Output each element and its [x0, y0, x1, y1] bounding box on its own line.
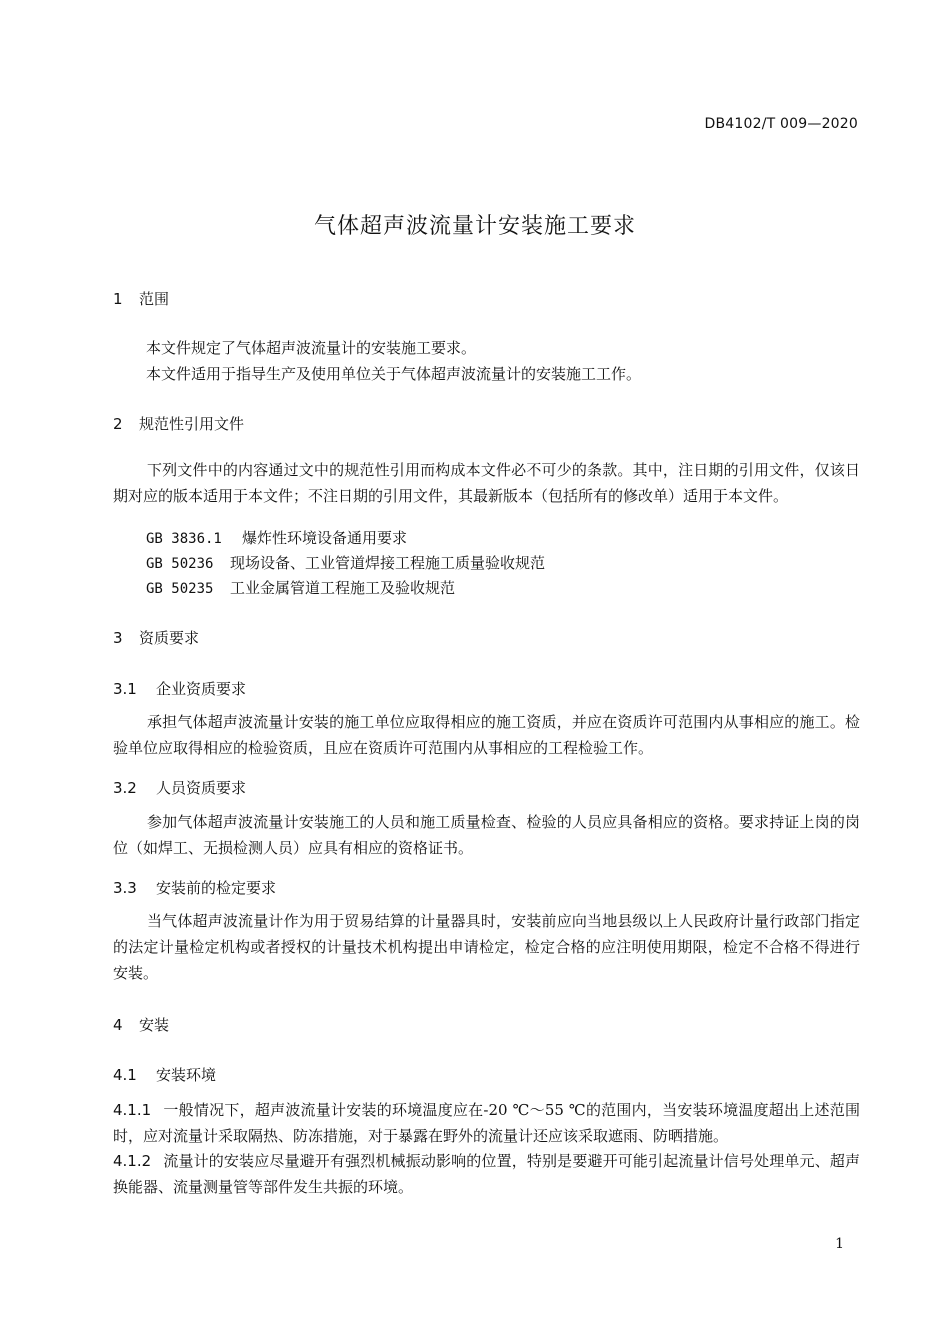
- clause-number: 4.1.2: [113, 1152, 152, 1170]
- reference-code: GB 50236: [146, 556, 214, 572]
- subsection-title: 安装前的检定要求: [156, 879, 277, 897]
- scope-paragraph-1: 本文件规定了气体超声波流量计的安装施工要求。: [146, 339, 477, 357]
- subsection-3-1-text: 承担气体超声波流量计安装的施工单位应取得相应的施工资质，并应在资质许可范围内从事相应的施工。检验单位应取得相应的检验资质，且应在资质许可范围内从事相应的工程检验工作。: [113, 713, 860, 757]
- reference-name: 工业金属管道工程施工及验收规范: [230, 579, 456, 597]
- subsection-3-3-heading: [113, 877, 276, 898]
- reference-code: GB 50235: [146, 581, 214, 597]
- subsection-title: 人员资质要求: [156, 779, 247, 797]
- clause-4-1-2: [113, 1148, 860, 1200]
- subsection-number: 4.1: [113, 1066, 137, 1084]
- page-number: 1: [835, 1236, 844, 1252]
- section-1-heading: [113, 288, 169, 309]
- reference-code: GB 3836.1: [146, 531, 222, 547]
- reference-name: 现场设备、工业管道焊接工程施工质量验收规范: [230, 554, 546, 572]
- subsection-3-3-text: 当气体超声波流量计作为用于贸易结算的计量器具时，安装前应向当地县级以上人民政府计量行政部门指定的法定计量检定机构或者授权的计量技术机构提出申请检定，检定合格的应注明使用期限，检定不合格不得进行安装。: [113, 912, 860, 982]
- subsection-title: 企业资质要求: [156, 680, 247, 698]
- section-number: 3: [113, 629, 123, 647]
- subsection-3-1-heading: [113, 678, 246, 699]
- reference-item: [146, 552, 545, 573]
- section-title: 范围: [139, 290, 170, 308]
- section-number: 4: [113, 1016, 123, 1034]
- subsection-4-1-heading: [113, 1064, 216, 1085]
- subsection-number: 3.2: [113, 779, 137, 797]
- subsection-number: 3.1: [113, 680, 137, 698]
- subsection-3-2-text: 参加气体超声波流量计安装施工的人员和施工质量检查、检验的人员应具备相应的资格。要求持证上岗的岗位（如焊工、无损检测人员）应具有相应的资格证书。: [113, 813, 860, 857]
- reference-item: [146, 577, 455, 598]
- document-title: 气体超声波流量计安装施工要求: [313, 214, 636, 239]
- section-3-heading: [113, 627, 199, 648]
- standard-code: DB4102/T 009—2020: [704, 116, 858, 132]
- clause-text: 流量计的安装应尽量避开有强烈机械振动影响的位置，特别是要避开可能引起流量计信号处理单元、超声换能器、流量测量管等部件发生共振的环境。: [113, 1152, 860, 1196]
- subsection-number: 3.3: [113, 879, 137, 897]
- subsection-3-2-heading: [113, 777, 246, 798]
- scope-paragraph-2: 本文件适用于指导生产及使用单位关于气体超声波流量计的安装施工工作。: [146, 365, 642, 383]
- clause-number: 4.1.1: [113, 1101, 152, 1119]
- section-4-heading: [113, 1014, 169, 1035]
- subsection-title: 安装环境: [156, 1066, 217, 1084]
- reference-name: 爆炸性环境设备通用要求: [242, 529, 408, 547]
- section-title: 规范性引用文件: [139, 415, 245, 433]
- section-title: 资质要求: [139, 629, 200, 647]
- section-number: 1: [113, 290, 123, 308]
- reference-item: [146, 527, 407, 548]
- normative-references-intro: 下列文件中的内容通过文中的规范性引用而构成本文件必不可少的条款。其中，注日期的引用文件，仅该日期对应的版本适用于本文件；不注日期的引用文件，其最新版本（包括所有的修改单）适用于本文件。: [113, 461, 860, 505]
- section-title: 安装: [139, 1016, 170, 1034]
- clause-4-1-1: [113, 1097, 860, 1149]
- section-2-heading: [113, 413, 244, 434]
- section-number: 2: [113, 415, 123, 433]
- clause-text: 一般情况下，超声波流量计安装的环境温度应在-20 ℃～55 ℃的范围内，当安装环境温度超出上述范围时，应对流量计采取隔热、防冻措施，对于暴露在野外的流量计还应该采取遮雨、防晒措施。: [113, 1101, 860, 1145]
